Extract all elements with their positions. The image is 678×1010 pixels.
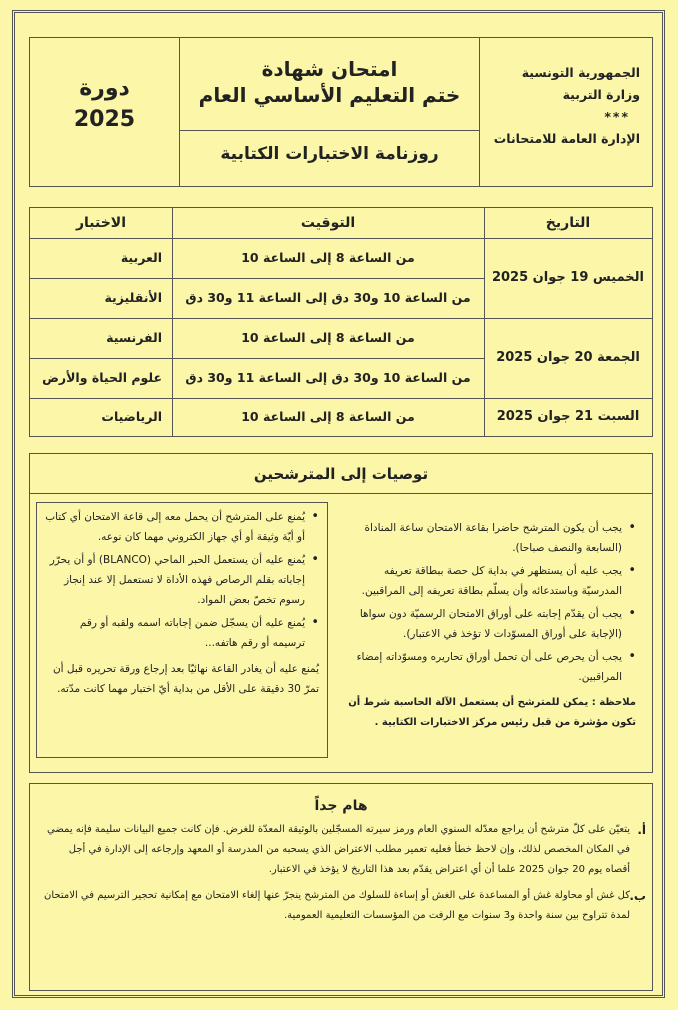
header xyxy=(29,37,653,187)
divider xyxy=(180,130,479,131)
important-box xyxy=(29,783,653,991)
exam-title-box xyxy=(180,38,480,186)
note-label: ملاحظة : xyxy=(591,697,636,708)
paragraph-text: يتعيّن على كلّ مترشح أن يراجع معدّله السنوي العام ورمز سيرته المسجّلين بالوثيقة المعدّة للغرض. فإن كانت جميع البيانات سليمة فإنه يمضي في المكان المخصص لذلك، وإن لاحظ خطأ فعليه تعمير مطلب الاعتراض الذي يسحبه من المدرسة أو المعهد وإرجاعه إلى الإدارة في أجل أقصاه يوم 20 جوان 2025 علما أن أي اعتراض يقدّم بعد هذا التاريخ لا يؤخذ في الاعتبار. xyxy=(47,824,630,875)
important-paragraph-b xyxy=(30,886,652,926)
column-header-time: التوقيت xyxy=(300,215,356,231)
important-paragraph-a xyxy=(30,820,652,880)
exam-page xyxy=(12,10,665,998)
subject-cell: العربية xyxy=(120,250,162,265)
exam-title xyxy=(180,56,479,108)
subject-cell: الرياضيات xyxy=(101,409,162,424)
session-label: دورة xyxy=(79,76,130,101)
important-title: هام جداً xyxy=(314,798,368,814)
recommendations-box xyxy=(29,493,653,773)
list-item: • يجب عليه أن يستظهر في بداية كل حصة ببطاقة تعريفه المدرسيّة وباستدعائه وأن يسلّم بطاقة تعريفه إلى المراقبين. xyxy=(344,561,636,601)
list-item: • يجب أن يكون المترشح حاضرا بقاعة الامتحان ساعة المناداة (السابعة والنصف صباحا). xyxy=(344,518,636,558)
stars-separator: *** xyxy=(604,109,630,124)
time-cell: من الساعة 8 إلى الساعة 10 xyxy=(241,330,415,345)
time-cell: من الساعة 8 إلى الساعة 10 xyxy=(241,250,415,265)
ministry-name: وزارة التربية xyxy=(562,87,640,102)
recommendations-prohibitions xyxy=(36,502,328,758)
ministry-box xyxy=(480,38,652,186)
note-text: يمكن للمترشح أن يستعمل الآلة الحاسبة شرط أن تكون مؤشرة من قبل رئيس مركز الاختبارات الكتابية . xyxy=(348,697,636,728)
list-item: يُمنع عليه أن يغادر القاعة نهائيّا بعد إرجاع ورقة تحريره قبل أن تمرّ 30 دقيقة على الأقل من بداية أيّ اختبار مهما كانت مدّته. xyxy=(52,663,319,695)
list-item: • يُمنع على المترشح أن يحمل معه إلى قاعة الامتحان أي كتاب أو أيّة وثيقة أو أي جهاز الكتروني مهما كان نوعه. xyxy=(45,507,319,547)
recommendations-title: توصيات إلى المترشحين xyxy=(29,453,653,493)
list-item: • يُمنع عليه أن يسجّل ضمن إجاباته اسمه ولقبه أو رقم ترسيمه أو رقم هاتفه... xyxy=(45,613,319,653)
session-year: 2025 xyxy=(73,107,136,132)
subject-cell: علوم الحياة والأرض xyxy=(42,370,162,385)
recommendations-obligations xyxy=(338,494,646,733)
time-cell: من الساعة 10 و30 دق إلى الساعة 11 و30 دق xyxy=(185,290,471,305)
time-cell: من الساعة 8 إلى الساعة 10 xyxy=(241,409,415,424)
exam-title-line-1: امتحان شهادة xyxy=(261,57,398,81)
paragraph-mark: ب. xyxy=(629,889,646,903)
session-box xyxy=(30,38,180,186)
column-header-date: التاريخ xyxy=(545,215,591,231)
list-item: • يُمنع عليه أن يستعمل الحبر الماحي (BLANCO) أو أن يحرّر إجاباته بقلم الرصاص فهذه الأداة لا تستعمل إلا عند إنجاز رسوم تخصّ بعض المواد. xyxy=(45,550,319,610)
column-header-subject: الاختبار xyxy=(75,215,127,231)
list-item: • يجب أن يحرص على أن تحمل أوراق تحاريره ومسوّداته إمضاء المراقبين. xyxy=(344,647,636,687)
paragraph-text: كل غش أو محاولة غش أو المساعدة على الغش أو إساءة للسلوك من المترشح ينجرّ عنها إلغاء الامتحان مع إمكانية تحجير الترسيم في الامتحان لمدة تتراوح بين سنة واحدة و3 سنوات مع الرفت من المؤسسات التعليمية العمومية. xyxy=(44,890,630,921)
directorate-name: الإدارة العامة للامتحانات xyxy=(493,131,640,146)
subject-cell: الأنقليزية xyxy=(104,290,162,305)
list-item: • يجب أن يقدّم إجابته على أوراق الامتحان الرسميّة دون سواها (الإجابة على أوراق المسوّدات لا تؤخذ في الاعتبار). xyxy=(344,604,636,644)
paragraph-mark: أ. xyxy=(637,823,646,837)
exam-title-line-2: ختم التعليم الأساسي العام xyxy=(198,83,461,107)
date-cell-day-2: الجمعة 20 جوان 2025 xyxy=(496,350,640,365)
calculator-note xyxy=(344,693,636,733)
time-cell: من الساعة 10 و30 دق إلى الساعة 11 و30 دق xyxy=(185,370,471,385)
date-cell-day-1: الخميس 19 جوان 2025 xyxy=(491,270,645,285)
republic-name: الجمهورية التونسية xyxy=(521,65,640,80)
schedule-table xyxy=(29,207,653,437)
date-cell-day-3: السبت 21 جوان 2025 xyxy=(496,409,640,424)
subject-cell: الفرنسية xyxy=(106,330,162,345)
calendar-title: روزنامة الاختبارات الكتابية xyxy=(220,144,439,164)
